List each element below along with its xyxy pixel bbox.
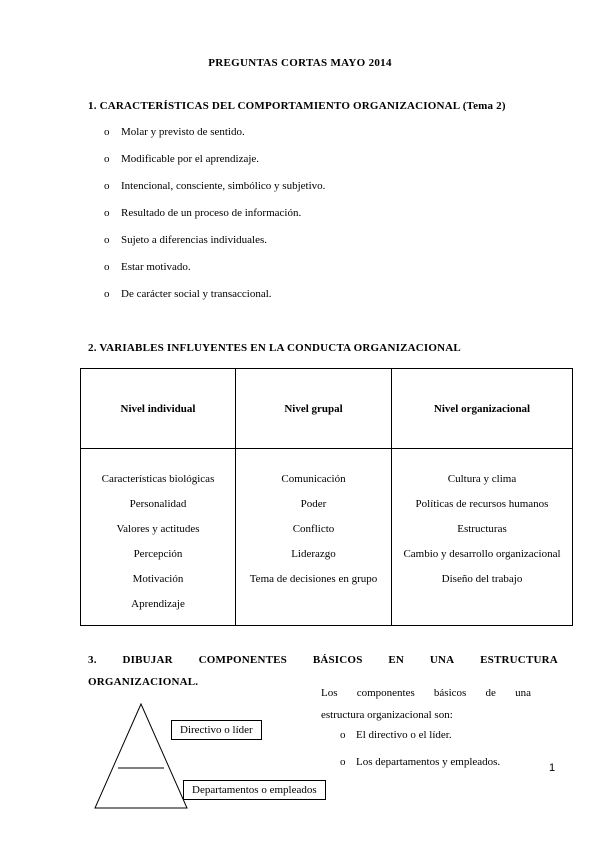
bullet-marker: o [340, 729, 346, 741]
list-item [104, 152, 325, 179]
list-item [340, 728, 500, 755]
heading-word: UNA [429, 654, 455, 666]
section-1-heading: 1. CARACTERÍSTICAS DEL COMPORTAMIENTO ORGANIZACIONAL (Tema 2) [88, 100, 506, 112]
bullet-marker: o [104, 180, 110, 192]
list-item-text: Los departamentos y empleados. [356, 756, 501, 768]
bullet-marker: o [104, 288, 110, 300]
table-cell-item: Diseño del trabajo [441, 573, 523, 585]
heading-word: EN [388, 654, 405, 666]
bullet-marker: o [104, 207, 110, 219]
list-item-text: Intencional, consciente, simbólico y subjetivo. [121, 180, 326, 192]
list-item [104, 125, 325, 152]
diagram-label-bottom: Departamentos o empleados [183, 780, 326, 800]
description-line-2: estructura organizacional son: [321, 709, 453, 721]
column-header-organizacional: Nivel organizacional [392, 369, 573, 449]
heading-word: ESTRUCTURA [480, 654, 558, 666]
section-3-list [340, 728, 500, 782]
section-3-heading-line-2: ORGANIZACIONAL. [88, 676, 199, 688]
table-cell-item: Liderazgo [291, 548, 336, 560]
table-cell-item: Poder [300, 498, 327, 510]
list-item [340, 755, 500, 782]
table-cell-item: Motivación [132, 573, 184, 585]
section-3-description [321, 682, 531, 726]
list-item [104, 179, 325, 206]
heading-word: 3. [88, 654, 97, 666]
list-item [104, 260, 325, 287]
table-cell-organizacional [392, 449, 573, 626]
bullet-marker: o [104, 234, 110, 246]
list-item [104, 206, 325, 233]
table-row [81, 449, 573, 626]
table-cell-item: Características biológicas [101, 473, 215, 485]
section-3-heading [88, 654, 558, 666]
bullet-marker: o [340, 756, 346, 768]
list-item-text: Sujeto a diferencias individuales. [121, 234, 268, 246]
table-cell-grupal [236, 449, 392, 626]
description-word: Los [321, 687, 338, 699]
list-item [104, 287, 325, 314]
list-item-text: De carácter social y transaccional. [121, 288, 272, 300]
list-item-text: Modificable por el aprendizaje. [121, 153, 260, 165]
table-cell-item: Comunicación [281, 473, 346, 485]
column-header-grupal: Nivel grupal [236, 369, 392, 449]
table-cell-item: Personalidad [129, 498, 187, 510]
section-2-heading: 2. VARIABLES INFLUYENTES EN LA CONDUCTA ORGANIZACIONAL [88, 342, 461, 354]
heading-word: BÁSICOS [312, 654, 363, 666]
table-cell-item: Conflicto [292, 523, 335, 535]
list-item-text: El directivo o el líder. [356, 729, 452, 741]
description-line-1 [321, 682, 531, 704]
table-cell-item: Estructuras [457, 523, 507, 535]
description-word: de [485, 687, 496, 699]
variables-table [80, 368, 573, 626]
table-cell-item: Cambio y desarrollo organizacional [403, 548, 561, 560]
description-word: componentes [356, 687, 415, 699]
table-header-row [81, 369, 573, 449]
list-item-text: Molar y previsto de sentido. [121, 126, 245, 138]
bullet-marker: o [104, 261, 110, 273]
page-title: PREGUNTAS CORTAS MAYO 2014 [208, 57, 392, 69]
table-cell-item: Tema de decisiones en grupo [249, 573, 378, 585]
bullet-marker: o [104, 126, 110, 138]
description-word: una [515, 687, 531, 699]
list-item-text: Resultado de un proceso de información. [121, 207, 302, 219]
description-word: básicos [433, 687, 467, 699]
list-item-text: Estar motivado. [121, 261, 191, 273]
table-cell-item: Cultura y clima [447, 473, 517, 485]
bullet-marker: o [104, 153, 110, 165]
heading-word: COMPONENTES [198, 654, 287, 666]
table-cell-item: Valores y actitudes [116, 523, 200, 535]
heading-word: DIBUJAR [122, 654, 173, 666]
diagram-label-top: Directivo o líder [171, 720, 262, 740]
table-cell-item: Políticas de recursos humanos [415, 498, 549, 510]
table-cell-item: Aprendizaje [131, 598, 185, 610]
section-1-list [104, 125, 325, 314]
list-item [104, 233, 325, 260]
table-cell-item: Percepción [133, 548, 183, 560]
table-cell-individual [81, 449, 236, 626]
column-header-individual: Nivel individual [81, 369, 236, 449]
page-number: 1 [549, 762, 556, 774]
